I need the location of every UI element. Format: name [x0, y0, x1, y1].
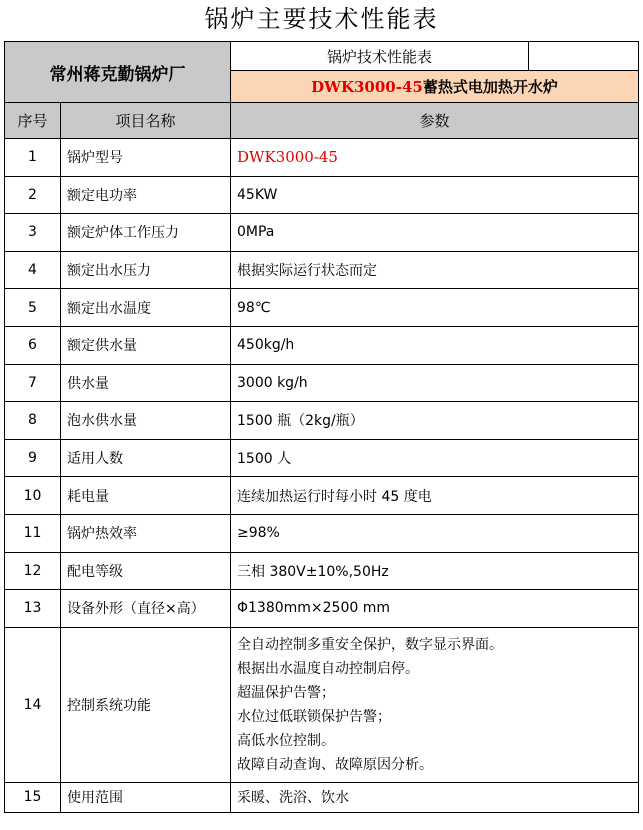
table-row — [5, 139, 639, 177]
row-no: 3 — [5, 214, 61, 252]
row-item: 控制系统功能 — [61, 627, 231, 782]
function-line: 水位过低联锁保护告警； — [237, 708, 391, 725]
row-value: 0MPa — [231, 214, 639, 252]
row-no: 12 — [5, 552, 61, 590]
table-row — [5, 439, 639, 477]
row-value: 45KW — [231, 176, 639, 214]
row-value: 1500 瓶（2kg/瓶） — [231, 402, 639, 440]
blank-cell — [529, 42, 639, 71]
header-no: 序号 — [5, 103, 61, 139]
company-name: 常州蒋克勤锅炉厂 — [5, 42, 231, 103]
table-row — [5, 364, 639, 402]
row-no: 9 — [5, 439, 61, 477]
function-line: 超温保护告警； — [237, 684, 335, 701]
row-item: 锅炉热效率 — [61, 514, 231, 552]
function-line: 高低水位控制。 — [237, 732, 335, 749]
row-no: 10 — [5, 477, 61, 515]
row-item: 锅炉型号 — [61, 139, 231, 177]
page-title: 锅炉主要技术性能表 — [204, 5, 439, 33]
table-row — [5, 402, 639, 440]
row-value: DWK3000-45 — [231, 139, 639, 177]
table-body — [5, 139, 639, 628]
row-item: 设备外形（直径×高） — [61, 590, 231, 628]
row-value: ≥98% — [231, 514, 639, 552]
function-line: 全自动控制多重安全保护，数字显示界面。 — [237, 636, 503, 653]
row-no: 8 — [5, 402, 61, 440]
row-item: 适用人数 — [61, 439, 231, 477]
header-param: 参数 — [231, 103, 639, 139]
model-heading — [231, 71, 639, 103]
row-no: 5 — [5, 289, 61, 327]
row-item: 额定炉体工作压力 — [61, 214, 231, 252]
row-no: 11 — [5, 514, 61, 552]
row-value: Φ1380mm×2500 mm — [231, 590, 639, 628]
row-item: 额定电功率 — [61, 176, 231, 214]
control-functions — [231, 627, 639, 782]
row-item: 泡水供水量 — [61, 402, 231, 440]
table-row — [5, 552, 639, 590]
sheet-name: 锅炉技术性能表 — [231, 42, 529, 71]
row-item: 额定出水压力 — [61, 251, 231, 289]
row-item: 额定出水温度 — [61, 289, 231, 327]
function-line: 根据出水温度自动控制启停。 — [237, 660, 419, 677]
row-no: 13 — [5, 590, 61, 628]
table-row — [5, 251, 639, 289]
table-row — [5, 289, 639, 327]
row-value: 450kg/h — [231, 326, 639, 364]
table-row — [5, 477, 639, 515]
row-no: 1 — [5, 139, 61, 177]
row-no: 7 — [5, 364, 61, 402]
model-desc: 蓄热式电加热开水炉 — [422, 78, 558, 96]
row-value: 三相 380V±10%,50Hz — [231, 552, 639, 590]
spec-table — [4, 41, 639, 813]
function-line: 故障自动查询、故障原因分析。 — [237, 756, 433, 773]
row-no: 15 — [5, 782, 61, 812]
table-row — [5, 326, 639, 364]
table-row — [5, 514, 639, 552]
row-value: 连续加热运行时每小时 45 度电 — [231, 477, 639, 515]
row-no: 14 — [5, 627, 61, 782]
table-row — [5, 176, 639, 214]
header-item: 项目名称 — [61, 103, 231, 139]
row-value: 根据实际运行状态而定 — [231, 251, 639, 289]
table-row — [5, 590, 639, 628]
table-row — [5, 214, 639, 252]
row-no: 6 — [5, 326, 61, 364]
model-code: DWK3000-45 — [311, 78, 423, 96]
row-value: 98℃ — [231, 289, 639, 327]
row-item: 供水量 — [61, 364, 231, 402]
row-item: 使用范围 — [61, 782, 231, 812]
row-item: 耗电量 — [61, 477, 231, 515]
row-item: 配电等级 — [61, 552, 231, 590]
row-no: 2 — [5, 176, 61, 214]
row-value: 采暖、洗浴、饮水 — [231, 782, 639, 812]
row-no: 4 — [5, 251, 61, 289]
row-value: 1500 人 — [231, 439, 639, 477]
row-value: 3000 kg/h — [231, 364, 639, 402]
row-item: 额定供水量 — [61, 326, 231, 364]
